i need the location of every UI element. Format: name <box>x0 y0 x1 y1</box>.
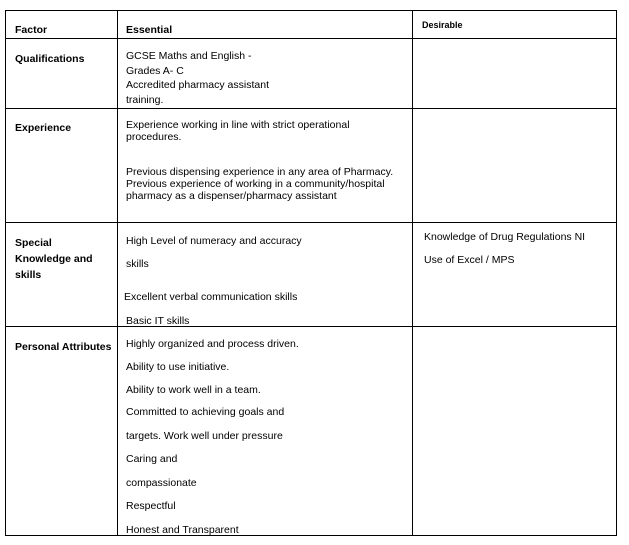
row-divider <box>5 108 617 109</box>
desirable-item: Knowledge of Drug Regulations NI <box>424 231 586 243</box>
table-border-bottom <box>5 535 617 536</box>
header-desirable: Desirable <box>422 20 463 30</box>
factor-label: Personal Attributes <box>15 341 112 353</box>
table-border-right <box>616 10 617 536</box>
row-divider <box>5 38 617 39</box>
essential-item: GCSE Maths and English - <box>126 50 252 62</box>
table-border-left <box>5 10 6 536</box>
essential-item: Grades A- C <box>126 65 184 77</box>
row-divider <box>5 222 617 223</box>
factor-label: Qualifications <box>15 53 85 65</box>
desirable-item: Use of Excel / MPS <box>424 254 515 266</box>
factor-label-line: skills <box>15 269 42 281</box>
essential-item: Basic IT skills <box>126 315 190 327</box>
table-border-top <box>5 10 617 11</box>
factor-label-line: Knowledge and <box>15 253 93 265</box>
essential-item: training. <box>126 94 164 106</box>
essential-item: pharmacy as a dispenser/pharmacy assistant <box>126 190 337 202</box>
essential-item: Previous dispensing experience in any area of Pharmacy. <box>126 166 394 178</box>
essential-item: Caring and <box>126 453 178 465</box>
essential-item: Honest and Transparent <box>126 524 239 536</box>
essential-item: Ability to use initiative. <box>126 361 230 373</box>
factor-label-line: Special <box>15 237 52 249</box>
essential-item: Respectful <box>126 500 176 512</box>
essential-item: Excellent verbal communication skills <box>124 291 298 303</box>
essential-item: Ability to work well in a team. <box>126 384 261 396</box>
essential-item: Previous experience of working in a community/hospital <box>126 178 385 190</box>
row-divider <box>5 326 617 327</box>
header-essential: Essential <box>126 24 173 36</box>
essential-item: targets. Work well under pressure <box>126 430 283 442</box>
essential-item: compassionate <box>126 477 197 489</box>
essential-item: Highly organized and process driven. <box>126 338 299 350</box>
header-factor: Factor <box>15 24 48 36</box>
column-divider <box>117 10 118 536</box>
essential-item: Experience working in line with strict operational <box>126 119 350 131</box>
essential-item: procedures. <box>126 131 182 143</box>
essential-item: Committed to achieving goals and <box>126 406 285 418</box>
essential-item: Accredited pharmacy assistant <box>126 79 269 91</box>
essential-item: High Level of numeracy and accuracy <box>126 235 302 247</box>
factor-label: Experience <box>15 122 72 134</box>
column-divider <box>412 10 413 536</box>
essential-item: skills <box>126 258 149 270</box>
